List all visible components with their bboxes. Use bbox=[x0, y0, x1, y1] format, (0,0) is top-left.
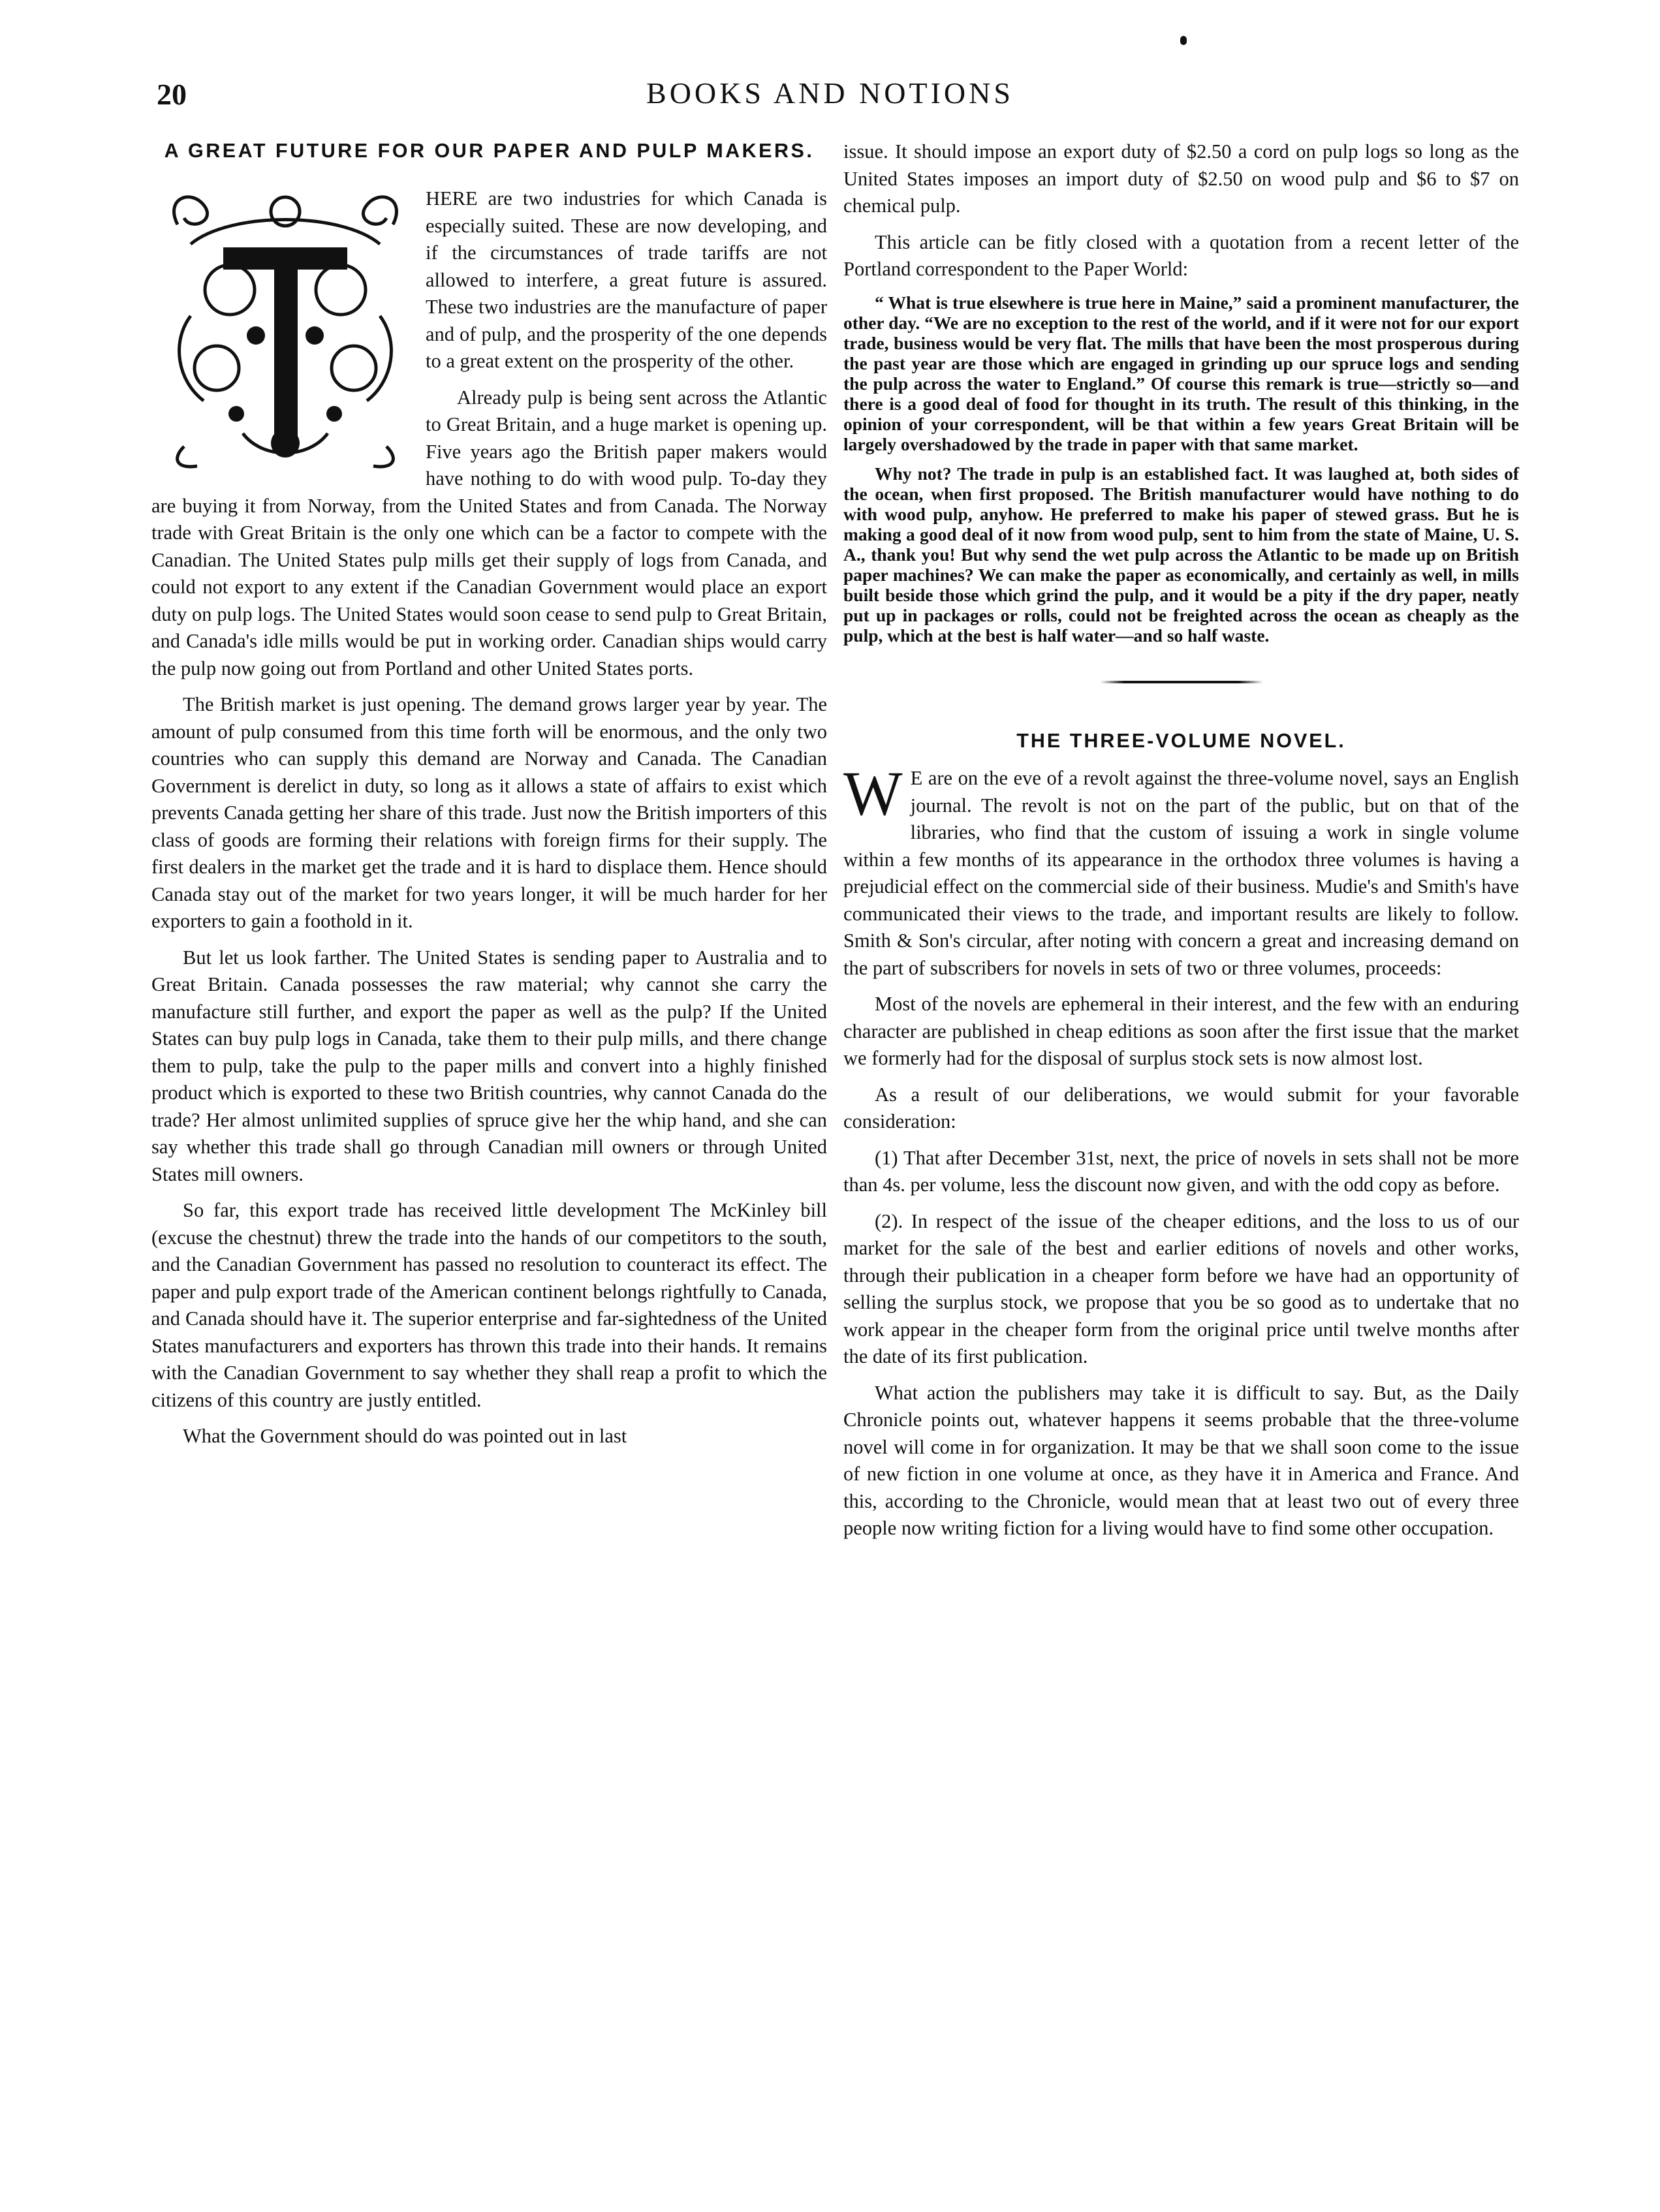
paragraph: What the Government should do was pointed out in last bbox=[183, 1425, 627, 1447]
paragraph: (2). In respect of the issue of the cheaper editions, and the loss to us of our market for the sale of the best and earlier editions of novels and other works, through their publication in a cheaper form before we have had an opportunity of selling the surplus stock, we propose that you be so good as to undertake that no work appear in the cheaper form from the original price until twelve months after the date of its first publication. bbox=[843, 1209, 1519, 1367]
paragraph: issue. It should impose an export duty of $2.50 a cord on pulp logs so long as the United States imposes an import duty of $2.50 on wood pulp and $6 to $7 on chemical pulp. bbox=[843, 140, 1519, 217]
section-title: THE THREE-VOLUME NOVEL. bbox=[1016, 729, 1346, 752]
paragraph: What action the publishers may take it is difficult to say. But, as the Daily Chronicle points out, whatever happens it seems probable that the three-volume novel will come in for organization. It may be that we shall soon come to the issue of new fiction in one volume at once, as they have it in America and France. And this, according to the Chronicle, would mean that at least two out of every three people now writing fiction for a living would have to find some other occupation. bbox=[843, 1381, 1519, 1539]
quote-paragraph: “ What is true elsewhere is true here in Maine,” said a prominent manufacturer, the other day. “We are no exception to the rest of the world, and if it were not for our export trade, business would be very flat. The mills that have been the most prosperous during the past year are those which are engaged in grinding up our spruce logs and sending the pulp across the water to England.” Of course this remark is true—strictly so—and there is a good deal of food for thought in its truth. The result of this thinking, in the opinion of your correspondent, will be that within a few years Great Britain will be largely overshadowed by the trade in paper with that same market. bbox=[843, 292, 1519, 454]
block-quote bbox=[843, 292, 1519, 646]
right-column bbox=[843, 138, 1519, 1551]
paragraph bbox=[843, 758, 1519, 982]
article-title: A GREAT FUTURE FOR OUR PAPER AND PULP MAKERS. bbox=[164, 140, 815, 162]
page-number: 20 bbox=[157, 78, 187, 111]
paragraph: So far, this export trade has received little development The McKinley bill (excuse the chestnut) threw the trade into the hands of our competitors to the south, and the Canadian Government has passed no resolution to counteract its effect. The paper and pulp export trade of the American continent belongs rightfully to Canada, and Canada should have it. The superior enterprise and far-sightedness of the United States manufacturers and exporters has thrown this trade into their hands. It remains with the Canadian Government to say whether they shall reap a profit to which the citizens of this country are justly entitled. bbox=[151, 1199, 827, 1411]
quote-paragraph: Why not? The trade in pulp is an established fact. It was laughed at, both sides of the ocean, when first proposed. The British manufacturer would have nothing to do with wood pulp, anyhow. He preferred to make his paper of stewed grass. But he is making a good deal of it now from wood pulp, sent to him from the state of Maine, U. S. A., thank you! But why send the wet pulp across the Atlantic to be made up on British paper machines? We can make the paper as economically, and certainly as well, in mills built beside those which grind the pulp, and it would be a pity if the dry paper, neatly put up in packages or rolls, could not be freighted across the ocean as cheaply as the pulp, which at the best is half water—and so half waste. bbox=[843, 463, 1519, 646]
paragraph: This article can be fitly closed with a quotation from a recent letter of the Portland correspondent to the Paper World: bbox=[843, 230, 1519, 280]
ornament-illustration bbox=[151, 185, 419, 473]
paragraph: HERE are two industries for which Canada is especially suited. These are now developing, and if the circumstances of trade tariffs are not allowed to interfere, a great future is assured. These two industries are the manufacture of paper and of pulp, and the prosperity of the one depends to a great extent on the prosperity of the other. bbox=[426, 187, 827, 372]
print-speck bbox=[1180, 36, 1187, 45]
paragraph: Most of the novels are ephemeral in their interest, and the few with an enduring character are published in cheap editions as soon after the first issue that the market we formerly had for the disposal of surplus stock sets is now almost lost. bbox=[843, 993, 1519, 1069]
drop-cap-letter: W bbox=[843, 758, 903, 828]
paragraph: Already pulp is being sent across the Atlantic to Great Britain, and a huge market is opening up. Five years ago the British paper makers would have nothing to do with wood pulp. To-day they are buying it from Norway, from the United States and from Canada. The Norway trade with Great Britain is the only one which can be a factor to compete with the Canadian. The United States pulp mills get their supply of logs from Canada, and could not export to any extent if the Canadian Government would place an export duty on pulp logs. The United States would soon cease to send pulp to Great Britain, and Canada's idle mills would be put in working order. Canadian ships would carry the pulp now going out from Portland and other United States ports. bbox=[151, 386, 827, 679]
left-column bbox=[151, 138, 827, 1459]
paragraph: (1) That after December 31st, next, the price of novels in sets shall not be more than 4s. per volume, less the discount now given, and with the odd copy as before. bbox=[843, 1146, 1519, 1196]
paragraph-text: E are on the eve of a revolt against the three-volume novel, says an English journal. The revolt is not on the part of the public, but on that of the libraries, who find that the custom of issuing a work in single volume within a few months of its appearance in the orthodox three volumes is having a prejudicial effect on the commercial side of their business. Mudie's and Smith's have communicated their views to the trade, and important results are likely to follow. Smith & Son's circular, after noting with concern a great and increasing demand on the part of subscribers for novels in sets of two or three volumes, proceeds: bbox=[843, 767, 1519, 979]
paragraph: As a result of our deliberations, we would submit for your favorable consideration: bbox=[843, 1083, 1519, 1132]
ornamental-drop-cap bbox=[151, 185, 419, 473]
running-title: BOOKS AND NOTIONS bbox=[646, 76, 1014, 110]
section-divider bbox=[1100, 681, 1263, 683]
paragraph: But let us look farther. The United States is sending paper to Australia and to Great Britain. Canada possesses the raw material; why cannot she carry the manufacture still further, and export the paper as well as the pulp? If the United States can buy pulp logs in Canada, take them to their pulp mills, and there change them to pulp, take the pulp to the paper mills and convert into a highly finished product which is exported to these two British countries, why cannot Canada do the trade? Her almost unlimited supplies of spruce give her the whip hand, and she can say whether this trade shall go through Canadian mill owners or through United States mill owners. bbox=[151, 946, 827, 1185]
paragraph: The British market is just opening. The demand grows larger year by year. The amount of pulp consumed from this time forth will be enormous, and the only two countries who can supply this demand are Norway and Canada. The Canadian Government is derelict in duty, so long as it allows a state of affairs to exist which prevents Canada getting her share of this trade. Just now the British importers of this class of goods are forming their relations with foreign firms for their supply. The first dealers in the market get the trade and it is hard to displace them. Hence should Canada stay out of the market for two years longer, it will be much harder for her exporters to gain a foothold in it. bbox=[151, 693, 827, 932]
